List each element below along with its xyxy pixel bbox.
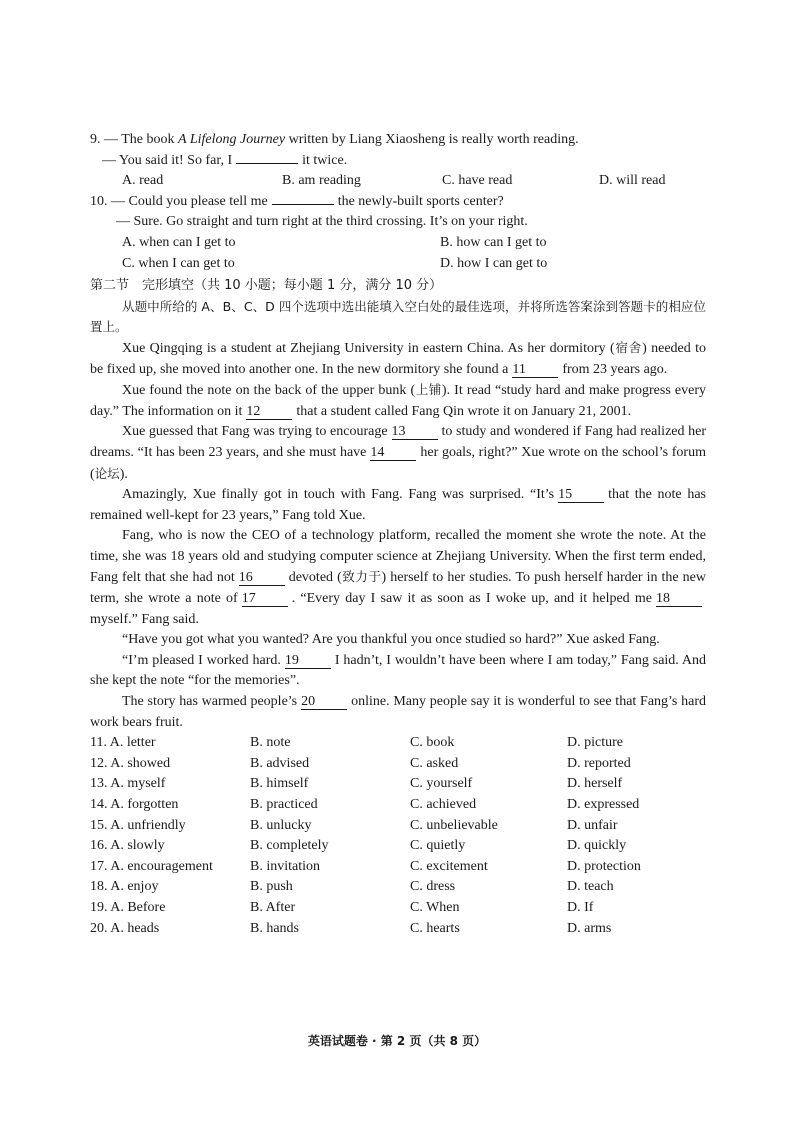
text-segment: Xue guessed that Fang was trying to encourage bbox=[122, 424, 388, 440]
passage-paragraph-3 bbox=[90, 422, 706, 485]
text-segment: B. himself bbox=[250, 776, 309, 792]
options-row-17 bbox=[90, 857, 706, 878]
text-segment: B. completely bbox=[250, 838, 329, 854]
passage-paragraph-5 bbox=[90, 526, 706, 630]
text-segment: D. If bbox=[567, 899, 594, 915]
question-9-stem bbox=[90, 130, 706, 151]
text-segment: The story has warmed people’s bbox=[122, 694, 298, 710]
question-10-options-row1 bbox=[90, 233, 706, 254]
options-row-18 bbox=[90, 877, 706, 898]
text-segment: Fang, who is now the CEO of a technology platform, recalled the moment she wrote the note. At the time, she was 18 years old and studying computer science at Zhejiang University. When the first term ended, Fang felt that she had not bbox=[90, 528, 706, 586]
text-segment: 致力于 bbox=[341, 569, 382, 585]
text-segment: “I’m pleased I worked hard. bbox=[122, 652, 281, 668]
text-segment: B. hands bbox=[250, 920, 299, 936]
text-segment: D. quickly bbox=[567, 838, 627, 854]
text-segment: ). It read “study hard and make progress every day.” The information on it bbox=[90, 383, 706, 419]
cloze-options bbox=[90, 733, 706, 939]
text-segment: to study and wondered if Fang had realized her dreams. “It has been 23 years, and she must have bbox=[90, 424, 706, 460]
options-row-16 bbox=[90, 836, 706, 857]
question-9-reply bbox=[90, 151, 706, 172]
text-segment: B. practiced bbox=[250, 797, 318, 812]
options-row-15 bbox=[90, 816, 706, 837]
option-c: C. have read bbox=[442, 173, 513, 189]
answer-blank bbox=[272, 204, 334, 205]
text-segment: 18. A. enjoy bbox=[90, 879, 159, 895]
passage-paragraph-1 bbox=[90, 338, 706, 380]
options-row-12 bbox=[90, 754, 706, 775]
option-a: A. read bbox=[122, 173, 164, 189]
text-segment: D. unfair bbox=[567, 817, 618, 833]
text-segment: C. When bbox=[410, 899, 460, 915]
blank-20: 20 bbox=[301, 695, 347, 710]
passage-paragraph-4 bbox=[90, 485, 706, 526]
question-text: 10. — Could you please tell me bbox=[90, 193, 268, 209]
text-segment: B. invitation bbox=[250, 858, 320, 874]
option-d: D. will read bbox=[599, 173, 666, 189]
text-segment: devoted ( bbox=[288, 570, 342, 586]
text-segment: C. dress bbox=[410, 879, 456, 895]
question-10-stem bbox=[90, 192, 706, 213]
options-row-19 bbox=[90, 898, 706, 919]
text-segment: from 23 years ago. bbox=[562, 361, 668, 377]
text-segment: ) herself to her studies. To push herself harder in the new term, she wrote a note of bbox=[90, 570, 706, 607]
blank-12: 12 bbox=[246, 405, 292, 420]
text-segment: C. asked bbox=[410, 755, 459, 771]
blank-18: 18 bbox=[656, 592, 702, 607]
options-row-14 bbox=[90, 795, 706, 816]
options-row-20 bbox=[90, 919, 706, 940]
text-segment: 15. A. unfriendly bbox=[90, 817, 186, 833]
question-10-options-row2 bbox=[90, 254, 706, 275]
text-segment: C. achieved bbox=[410, 797, 477, 812]
text-segment: B. unlucky bbox=[250, 817, 312, 833]
page-footer: 英语试题卷 · 第 2 页（共 8 页） bbox=[307, 1034, 487, 1048]
text-segment: D. picture bbox=[567, 735, 623, 751]
text-segment: D. herself bbox=[567, 776, 623, 792]
text-segment: Xue Qingqing is a student at Zhejiang University in eastern China. As her dormitory ( bbox=[122, 340, 615, 356]
text-segment: 20. A. heads bbox=[90, 920, 160, 936]
text-segment: B. advised bbox=[250, 755, 310, 771]
blank-13: 13 bbox=[392, 425, 438, 440]
section-instruction: 从题中所给的 A、B、C、D 四个选项中选出能填入空白处的最佳选项，并将所选答案涂到答题卡的相应位置上。 bbox=[90, 298, 706, 335]
text-segment: B. After bbox=[250, 899, 296, 915]
text-segment: C. excitement bbox=[410, 858, 488, 874]
text-segment: that a student called Fang Qin wrote it on January 21, 2001. bbox=[296, 403, 632, 419]
text-segment: 12. A. showed bbox=[90, 755, 171, 771]
text-segment: C. hearts bbox=[410, 920, 460, 936]
text-segment: ) needed to be fixed up, she moved into another one. In the new dormitory she found a bbox=[90, 340, 706, 377]
blank-16: 16 bbox=[239, 571, 285, 586]
text-segment: C. book bbox=[410, 735, 455, 751]
text-segment: Xue found the note on the back of the upper bunk ( bbox=[122, 383, 416, 399]
text-segment: D. reported bbox=[567, 755, 631, 771]
option-c: C. when I can get to bbox=[122, 255, 235, 271]
text-segment: 14. A. forgotten bbox=[90, 797, 179, 812]
text-segment: her goals, right?” Xue wrote on the school’s forum ( bbox=[90, 444, 706, 482]
passage-paragraph-7 bbox=[90, 651, 706, 692]
option-d: D. how I can get to bbox=[440, 255, 548, 271]
text-segment: Amazingly, Xue finally got in touch with Fang. Fang was surprised. “It’s bbox=[122, 487, 555, 503]
text-segment: 上铺 bbox=[415, 382, 442, 398]
text-segment: B. note bbox=[250, 735, 291, 751]
blank-17: 17 bbox=[242, 592, 288, 607]
text-segment: “Have you got what you wanted? Are you thankful you once studied so hard?” Xue asked Fang. bbox=[122, 632, 660, 648]
text-segment: 论坛 bbox=[94, 465, 120, 481]
text-segment: 17. A. encouragement bbox=[90, 858, 213, 874]
options-row-11 bbox=[90, 733, 706, 754]
question-text: the newly-built sports center? bbox=[337, 193, 504, 209]
question-number: 9. bbox=[90, 132, 101, 147]
text-segment: C. yourself bbox=[410, 776, 473, 792]
text-segment: 13. A. myself bbox=[90, 776, 166, 792]
question-text: — You said it! So far, I bbox=[102, 152, 233, 168]
text-segment: 11. A. letter bbox=[90, 735, 156, 751]
section-title: 第二节 完形填空（共 10 小题；每小题 1 分，满分 10 分） bbox=[90, 278, 443, 294]
option-a: A. when can I get to bbox=[122, 234, 236, 250]
question-text: written by Liang Xiaosheng is really worth reading. bbox=[285, 132, 579, 147]
blank-15: 15 bbox=[558, 488, 604, 503]
text-segment: 19. A. Before bbox=[90, 899, 166, 915]
passage-paragraph-2 bbox=[90, 380, 706, 422]
text-segment: C. quietly bbox=[410, 838, 466, 854]
text-segment: 16. A. slowly bbox=[90, 838, 165, 854]
text-segment: D. expressed bbox=[567, 797, 640, 812]
text-segment: D. protection bbox=[567, 858, 641, 874]
text-segment: . “Every day I saw it as soon as I woke up, and it helped me bbox=[291, 591, 652, 607]
text-segment: C. unbelievable bbox=[410, 817, 498, 833]
page-content bbox=[90, 130, 706, 939]
text-segment: online. Many people say it is wonderful to see that Fang’s hard work bears fruit. bbox=[90, 694, 706, 730]
text-segment: myself.” Fang said. bbox=[90, 611, 199, 627]
passage-paragraph-6 bbox=[90, 630, 706, 651]
question-text: it twice. bbox=[302, 152, 348, 168]
blank-11: 11 bbox=[512, 363, 558, 378]
text-segment: I hadn’t, I wouldn’t have been where I am today,” Fang said. And she kept the note “for the memories”. bbox=[90, 652, 706, 689]
blank-14: 14 bbox=[370, 446, 416, 461]
text-segment: that the note has remained well-kept for 23 years,” Fang told Xue. bbox=[90, 487, 706, 523]
option-b: B. am reading bbox=[282, 173, 361, 189]
option-b: B. how can I get to bbox=[440, 234, 547, 250]
text-segment: ). bbox=[119, 466, 128, 482]
answer-blank bbox=[236, 163, 298, 164]
passage-paragraph-8 bbox=[90, 692, 706, 733]
options-row-13 bbox=[90, 774, 706, 795]
text-segment: B. push bbox=[250, 879, 293, 895]
book-title: A Lifelong Journey bbox=[178, 132, 286, 147]
text-segment: D. arms bbox=[567, 920, 612, 936]
blank-19: 19 bbox=[285, 654, 331, 669]
text-segment: 宿舍 bbox=[614, 339, 643, 355]
question-10-reply: — Sure. Go straight and turn right at the third crossing. It’s on your right. bbox=[116, 214, 528, 230]
question-text: — The book bbox=[100, 132, 179, 147]
question-9-options bbox=[90, 171, 706, 192]
text-segment: D. teach bbox=[567, 879, 614, 895]
